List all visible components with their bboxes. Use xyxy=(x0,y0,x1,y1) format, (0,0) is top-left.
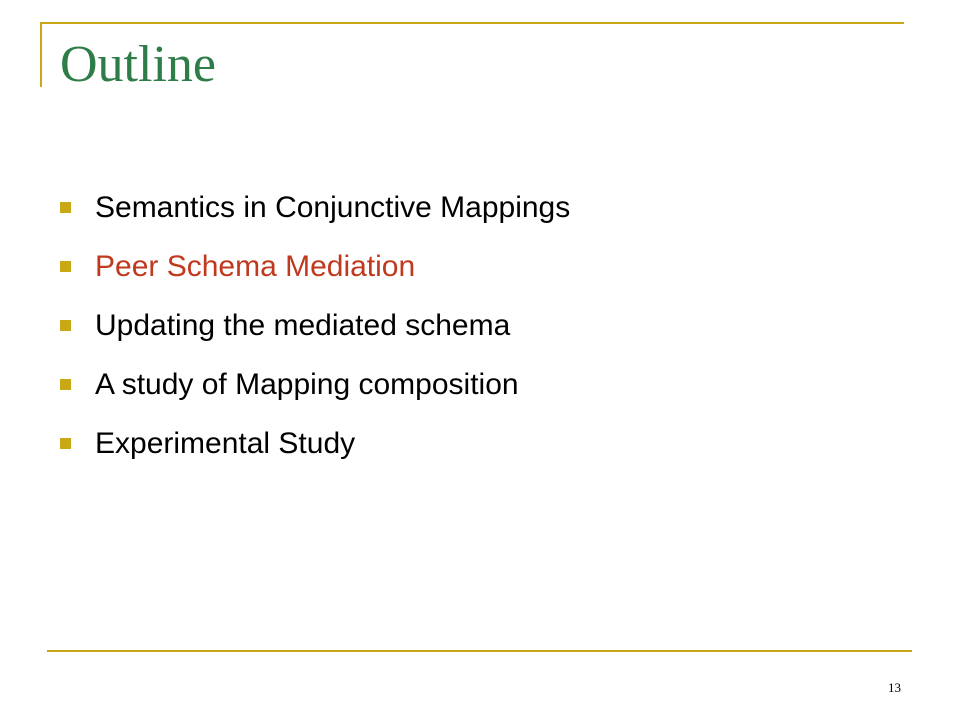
square-bullet-icon xyxy=(60,379,71,390)
bullet-item xyxy=(60,237,570,296)
bullet-text: Updating the mediated schema xyxy=(95,308,511,342)
square-bullet-icon xyxy=(60,202,71,213)
bullet-item xyxy=(60,355,570,414)
slide-title: Outline xyxy=(60,36,216,93)
bullet-item xyxy=(60,296,570,355)
page-number: 13 xyxy=(888,680,901,695)
bullet-text: Peer Schema Mediation xyxy=(95,249,416,283)
frame-bottom-line xyxy=(47,650,912,652)
frame-top-line xyxy=(40,22,904,24)
square-bullet-icon xyxy=(60,320,71,331)
bullet-item xyxy=(60,414,570,473)
frame-left-line xyxy=(40,22,42,87)
square-bullet-icon xyxy=(60,261,71,272)
bullet-item xyxy=(60,178,570,237)
bullet-text: A study of Mapping composition xyxy=(95,367,519,401)
bullet-text: Experimental Study xyxy=(95,426,356,460)
square-bullet-icon xyxy=(60,438,71,449)
bullet-text: Semantics in Conjunctive Mappings xyxy=(95,190,571,224)
bullet-list xyxy=(60,178,570,473)
